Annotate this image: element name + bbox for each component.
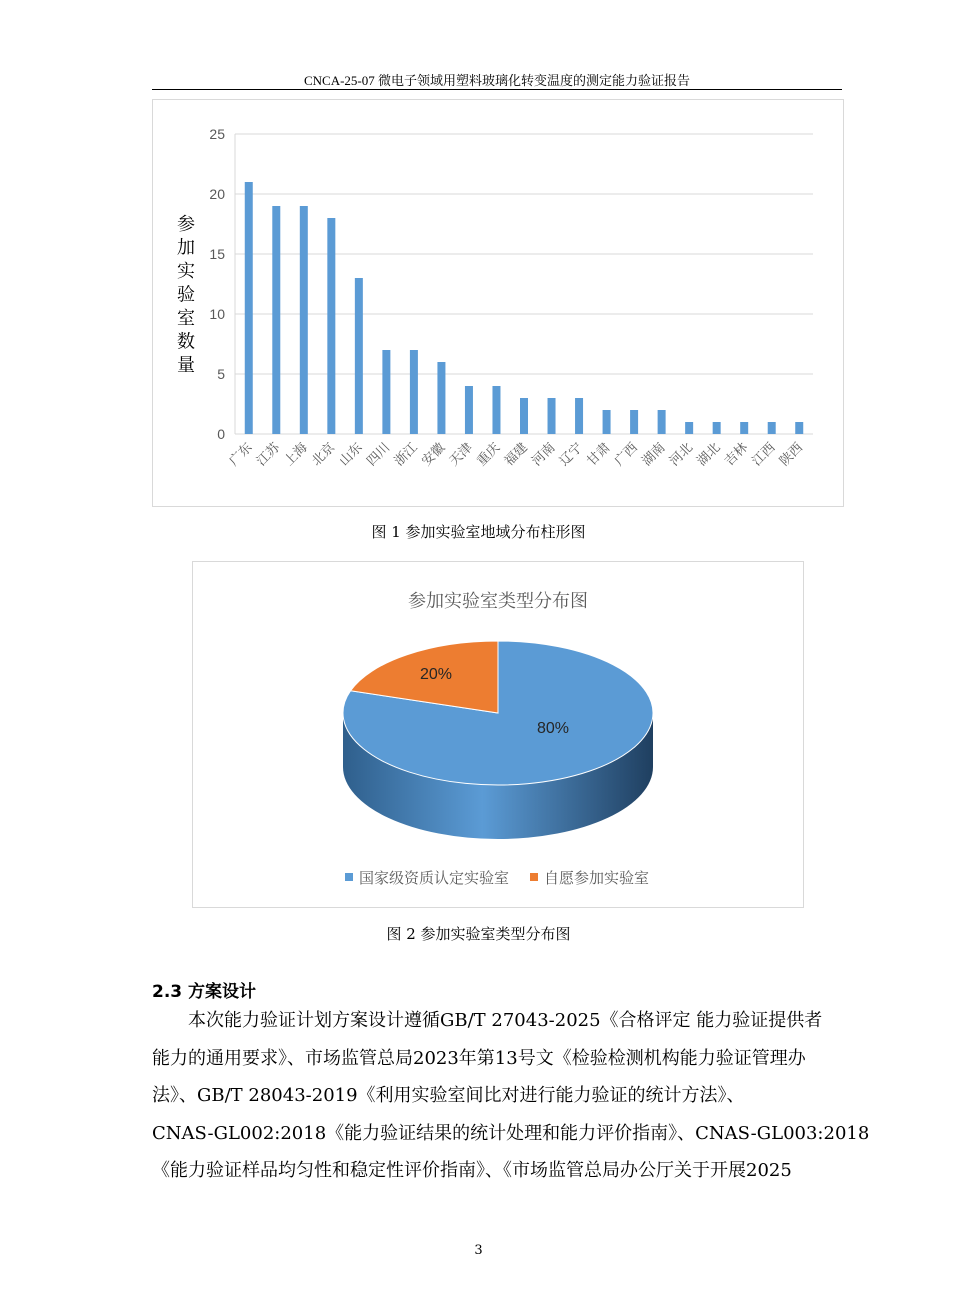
bar <box>658 410 666 434</box>
x-tick-label: 上海 <box>280 439 310 469</box>
bar <box>575 398 583 434</box>
bar <box>740 422 748 434</box>
x-tick-label: 天津 <box>446 439 476 469</box>
x-tick-label: 福建 <box>501 439 531 469</box>
body-line: 法》、GB/T 28043-2019《利用实验室间比对进行能力验证的统计方法》、 <box>152 1085 745 1106</box>
bar <box>327 218 335 434</box>
body-line: 本次能力验证计划方案设计遵循GB/T 27043-2025《合格评定 能力验证提供者 <box>152 1010 823 1031</box>
x-tick-label: 江西 <box>748 439 778 469</box>
x-tick-label: 湖南 <box>638 439 668 469</box>
bar <box>548 398 556 434</box>
x-tick-label: 重庆 <box>473 439 503 469</box>
x-tick-label: 安徽 <box>418 439 448 469</box>
x-tick-label: 山东 <box>335 439 365 469</box>
pie-chart-title: 参加实验室类型分布图 <box>408 591 588 611</box>
bar-chart-frame <box>152 99 844 507</box>
bar <box>685 422 693 434</box>
pie-data-label: 80% <box>536 720 570 737</box>
y-tick-label: 15 <box>209 246 225 262</box>
bar <box>300 206 308 434</box>
pie-data-label: 20% <box>419 666 453 683</box>
legend-swatch <box>345 873 353 881</box>
legend-swatch <box>530 873 538 881</box>
section-heading: 2.3 方案设计 <box>152 982 257 1002</box>
y-axis-title-char: 实 <box>177 261 195 281</box>
bar <box>437 362 445 434</box>
y-axis-title-char: 加 <box>177 237 195 258</box>
x-tick-label: 陕西 <box>776 439 806 469</box>
x-tick-label: 北京 <box>308 439 338 469</box>
pie-chart <box>193 562 803 907</box>
x-tick-label: 吉林 <box>721 439 751 469</box>
body-line: 《能力验证样品均匀性和稳定性评价指南》、《市场监管总局办公厅关于开展2025 <box>152 1160 792 1181</box>
x-tick-label: 广西 <box>611 439 641 469</box>
y-tick-label: 5 <box>217 366 225 382</box>
bar <box>272 206 280 434</box>
bar <box>795 422 803 434</box>
y-axis-title-char: 参 <box>177 214 195 234</box>
bar <box>410 350 418 434</box>
bar <box>520 398 528 434</box>
body-line: 能力的通用要求》、市场监管总局2023年第13号文《检验检测机构能力验证管理办 <box>152 1047 806 1069</box>
x-tick-label: 河南 <box>528 439 558 469</box>
y-tick-label: 0 <box>217 426 225 442</box>
y-tick-label: 10 <box>209 306 225 322</box>
body-paragraph <box>152 1002 870 1190</box>
y-axis-title-char: 量 <box>177 355 195 375</box>
pie-chart-frame <box>192 561 804 908</box>
page-number: 3 <box>474 1243 483 1258</box>
x-tick-label: 广东 <box>225 439 255 469</box>
x-tick-label: 甘肃 <box>583 439 613 469</box>
x-tick-label: 江苏 <box>253 439 283 469</box>
bar-chart <box>153 100 843 506</box>
x-tick-label: 四川 <box>363 439 393 469</box>
y-tick-label: 25 <box>209 126 225 142</box>
bar <box>245 182 253 434</box>
y-axis-title-char: 验 <box>177 284 195 305</box>
y-tick-label: 20 <box>209 186 225 202</box>
running-header: CNCA-25-07 微电子领域用塑料玻璃化转变温度的测定能力验证报告 <box>303 73 691 88</box>
header-rule <box>152 89 842 90</box>
bar <box>492 386 500 434</box>
y-axis-title-char: 数 <box>177 331 195 352</box>
figure-2-caption: 图 2 参加实验室类型分布图 <box>386 925 571 943</box>
bar <box>465 386 473 434</box>
legend-label: 自愿参加实验室 <box>544 870 650 887</box>
y-axis-title-char: 室 <box>177 308 195 328</box>
x-tick-label: 河北 <box>666 439 696 469</box>
legend-label: 国家级资质认定实验室 <box>359 870 510 887</box>
bar <box>768 422 776 434</box>
x-tick-label: 浙江 <box>391 439 421 469</box>
x-tick-label: 辽宁 <box>556 439 586 469</box>
bar <box>382 350 390 434</box>
body-line: CNAS-GL002:2018《能力验证结果的统计处理和能力评价指南》、CNAS-GL003:2018 <box>152 1122 870 1144</box>
x-tick-label: 湖北 <box>693 439 723 469</box>
figure-1-caption: 图 1 参加实验室地域分布柱形图 <box>371 523 586 541</box>
bar <box>630 410 638 434</box>
bar <box>603 410 611 434</box>
bar <box>355 278 363 434</box>
bar <box>713 422 721 434</box>
